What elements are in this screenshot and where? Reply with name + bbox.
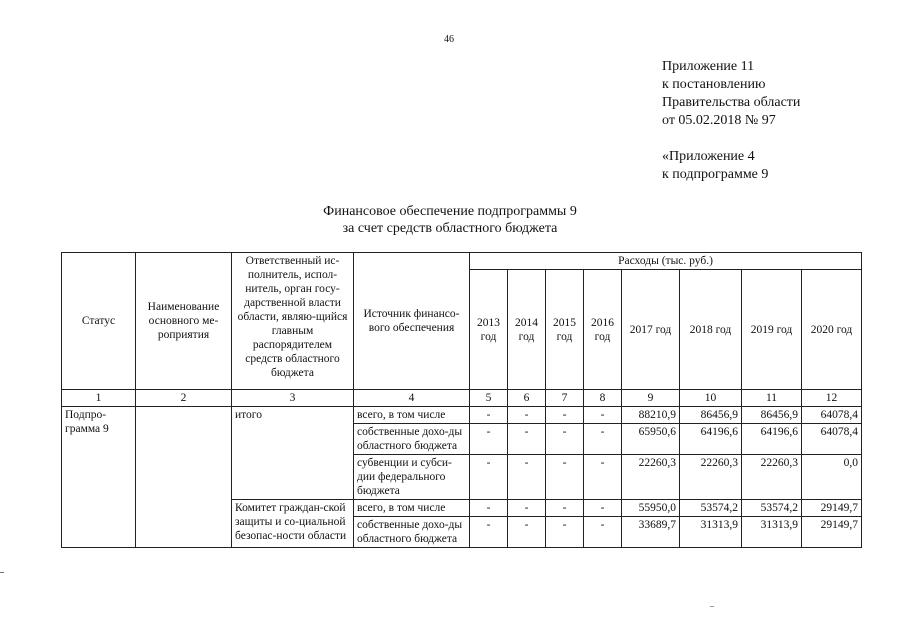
header-year: 2013 год xyxy=(470,270,508,390)
source-cell: собственные дохо-ды областного бюджета xyxy=(354,424,470,455)
value-cell: 65950,6 xyxy=(622,424,680,455)
header-responsible: Ответственный ис-полнитель, испол-нитель, орган госу-дарственной власти области, являю-щийся главным распорядителем средств областного бюджета xyxy=(232,253,354,390)
value-cell: - xyxy=(508,407,546,424)
value-cell: 29149,7 xyxy=(802,500,862,517)
header-status: Статус xyxy=(62,253,136,390)
value-cell: 29149,7 xyxy=(802,517,862,548)
appendix-subheader xyxy=(662,148,768,184)
appendix-line: к постановлению xyxy=(662,77,766,92)
header-measure: Наименование основного ме-роприятия xyxy=(136,253,232,390)
financing-table xyxy=(61,252,862,548)
value-cell: 64196,6 xyxy=(742,424,802,455)
value-cell: 0,0 xyxy=(802,455,862,500)
value-cell: 22260,3 xyxy=(742,455,802,500)
source-cell: собственные дохо-ды областного бюджета xyxy=(354,517,470,548)
column-number: 12 xyxy=(802,390,862,407)
value-cell: 86456,9 xyxy=(742,407,802,424)
appendix-line: Приложение 11 xyxy=(662,59,755,74)
column-number: 2 xyxy=(136,390,232,407)
value-cell: 55950,0 xyxy=(622,500,680,517)
column-number: 9 xyxy=(622,390,680,407)
header-year: 2019 год xyxy=(742,270,802,390)
responsible-cell: Комитет граждан-ской защиты и со-циальной безопас-ности области xyxy=(232,500,354,548)
header-year: 2015 год xyxy=(546,270,584,390)
value-cell: - xyxy=(584,517,622,548)
value-cell: - xyxy=(508,455,546,500)
value-cell: - xyxy=(546,424,584,455)
appendix-line: к подпрограмме 9 xyxy=(662,167,769,182)
source-cell: всего, в том числе xyxy=(354,407,470,424)
document-subtitle: за счет средств областного бюджета xyxy=(342,221,558,236)
header-year: 2020 год xyxy=(802,270,862,390)
column-number: 5 xyxy=(470,390,508,407)
value-cell: - xyxy=(470,407,508,424)
responsible-cell: итого xyxy=(232,407,354,500)
page-number: 46 xyxy=(444,34,454,45)
appendix-line: «Приложение 4 xyxy=(662,149,755,164)
value-cell: 22260,3 xyxy=(622,455,680,500)
column-number: 3 xyxy=(232,390,354,407)
status-cell: Подпро-грамма 9 xyxy=(62,407,136,548)
header-source: Источник финансо-вого обеспечения xyxy=(354,253,470,390)
measure-cell xyxy=(136,407,232,548)
value-cell: - xyxy=(584,500,622,517)
value-cell: 64078,4 xyxy=(802,424,862,455)
value-cell: - xyxy=(470,455,508,500)
column-number: 11 xyxy=(742,390,802,407)
value-cell: 53574,2 xyxy=(742,500,802,517)
appendix-header xyxy=(662,58,800,130)
value-cell: 33689,7 xyxy=(622,517,680,548)
header-expenses: Расходы (тыс. руб.) xyxy=(470,253,862,270)
table-row xyxy=(62,407,862,424)
source-cell: всего, в том числе xyxy=(354,500,470,517)
column-number: 1 xyxy=(62,390,136,407)
column-number: 10 xyxy=(680,390,742,407)
value-cell: - xyxy=(546,407,584,424)
value-cell: - xyxy=(546,517,584,548)
value-cell: - xyxy=(584,455,622,500)
value-cell: 86456,9 xyxy=(680,407,742,424)
header-year: 2016 год xyxy=(584,270,622,390)
column-number: 6 xyxy=(508,390,546,407)
value-cell: - xyxy=(470,517,508,548)
appendix-line: Правительства области xyxy=(662,95,801,110)
value-cell: 64196,6 xyxy=(680,424,742,455)
header-year: 2017 год xyxy=(622,270,680,390)
value-cell: - xyxy=(508,517,546,548)
value-cell: 64078,4 xyxy=(802,407,862,424)
column-number: 7 xyxy=(546,390,584,407)
value-cell: 53574,2 xyxy=(680,500,742,517)
value-cell: 31313,9 xyxy=(742,517,802,548)
value-cell: - xyxy=(584,407,622,424)
value-cell: - xyxy=(546,500,584,517)
appendix-line: от 05.02.2018 № 97 xyxy=(662,113,776,128)
header-year: 2018 год xyxy=(680,270,742,390)
column-number: 8 xyxy=(584,390,622,407)
column-numbers-row xyxy=(62,390,862,407)
scan-mark xyxy=(710,606,714,607)
value-cell: 22260,3 xyxy=(680,455,742,500)
value-cell: - xyxy=(470,500,508,517)
value-cell: - xyxy=(508,500,546,517)
header-year: 2014 год xyxy=(508,270,546,390)
document-title: Финансовое обеспечение подпрограммы 9 xyxy=(323,204,577,219)
value-cell: 31313,9 xyxy=(680,517,742,548)
value-cell: - xyxy=(470,424,508,455)
scan-mark xyxy=(0,572,4,573)
column-number: 4 xyxy=(354,390,470,407)
source-cell: субвенции и субси-дии федерального бюджета xyxy=(354,455,470,500)
value-cell: 88210,9 xyxy=(622,407,680,424)
value-cell: - xyxy=(546,455,584,500)
value-cell: - xyxy=(508,424,546,455)
value-cell: - xyxy=(584,424,622,455)
